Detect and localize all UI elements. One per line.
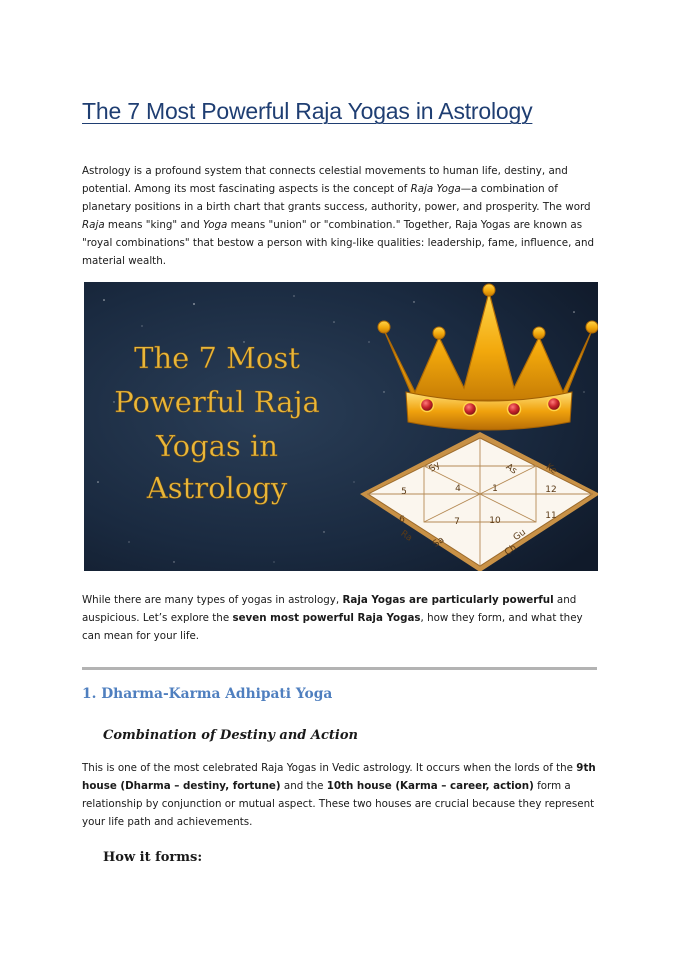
chart-label-ra: Ra [398,528,414,544]
intro-term-raja-yoga: Raja Yoga [410,183,461,195]
intro-paragraph [82,162,602,270]
section-heading-1: 1. Dharma-Karma Adhipati Yoga [82,686,333,702]
overview-paragraph [82,591,602,645]
overview-emphasis: seven most powerful Raja Yogas [232,612,421,624]
intro-term-raja: Raja [82,219,105,231]
chart-label-7: 7 [454,517,460,527]
hero-title-line-1: The 7 Most [134,341,300,375]
hero-title-line-2: Powerful Raja [114,385,320,419]
chart-label-as: As [503,462,519,477]
chart-label-11: 11 [545,511,557,521]
chart-label-ch: Ch [503,542,519,558]
intro-text: means "union" or "combination." Together, Raja Yogas are known as "royal combinations" that bestow a person with king-like qualities: leadership, fame, influence, and material wealth. [82,219,595,267]
section-emphasis-10th-house: 10th house (Karma – career, action) [326,780,534,792]
chart-label-gu: Gu [511,527,528,544]
chart-label-1: 1 [492,484,498,494]
overview-text: While there are many types of yogas in astrology, [82,594,343,606]
chart-label-4: 4 [455,484,461,494]
chart-label-sy: Sy [427,460,443,475]
chart-label-6: 6 [399,515,405,525]
hero-image [84,282,598,571]
overview-emphasis: Raja Yogas are particularly powerful [342,594,554,606]
section-subheading: Combination of Destiny and Action [103,728,358,743]
section-text: This is one of the most celebrated Raja Yogas in Vedic astrology. It occurs when the lords of the [82,762,577,774]
section-text: and the [280,780,327,792]
intro-term-yoga: Yoga [203,219,228,231]
how-it-forms-heading: How it forms: [103,850,203,865]
chart-label-10: 10 [489,516,501,526]
page-title[interactable]: The 7 Most Powerful Raja Yogas in Astrology [82,98,533,124]
intro-text: Astrology is a profound system that connects celestial movements to human life, destiny, and potential. Among its most fascinating aspects is the concept of [82,165,568,195]
intro-text: —a combination of planetary positions in a birth chart that grants success, authority, power, and prosperity. The word [82,183,591,213]
section-1-paragraph [82,759,602,831]
overview-text: , how they form, and what they can mean for your life. [82,612,583,642]
section-text: form a relationship by conjunction or mutual aspect. These two houses are crucial because they represent your life path and achievements. [82,780,595,828]
chart-label-ke: Ke [543,462,559,477]
chart-label-sa: Sa [431,535,447,550]
hero-title-line-3: Yogas in [156,429,278,463]
section-emphasis-9th-house: 9th house (Dharma – destiny, fortune) [82,762,596,792]
chart-label-5: 5 [401,487,407,497]
horizontal-divider [82,667,597,670]
overview-text: and auspicious. Let’s explore the [82,594,577,624]
hero-title-line-4: Astrology [146,471,288,505]
intro-text: means "king" and [104,219,204,231]
chart-label-12: 12 [545,485,557,495]
